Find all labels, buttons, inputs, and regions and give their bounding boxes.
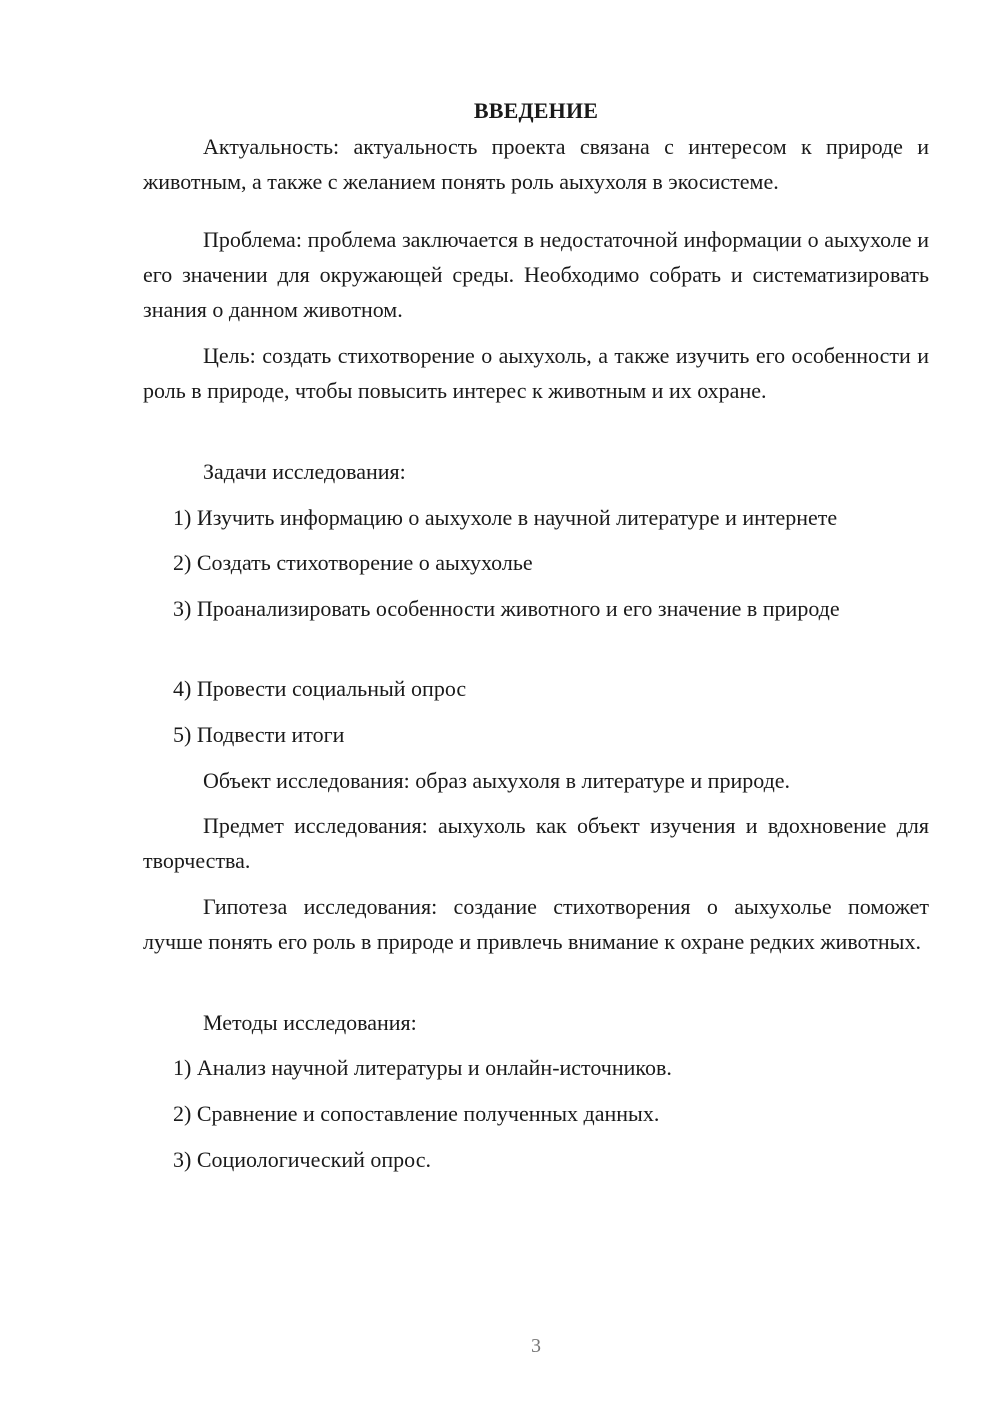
subject-paragraph: Предмет исследования: аыхухоль как объект изучения и вдохновение для творчества. xyxy=(143,813,929,873)
task-item: 3) Проанализировать особенности животного и его значение в природе xyxy=(173,596,840,621)
document-page xyxy=(143,0,929,1414)
tasks-heading: Задачи исследования: xyxy=(203,459,406,484)
method-item: 1) Анализ научной литературы и онлайн-источников. xyxy=(173,1055,672,1080)
section-title: ВВЕДЕНИЕ xyxy=(473,98,599,123)
relevance-paragraph: Актуальность: актуальность проекта связана с интересом к природе и животным, а также с желанием понять роль аыхухоля в экосистеме. xyxy=(143,134,929,194)
goal-paragraph: Цель: создать стихотворение о аыхухоль, а также изучить его особенности и роль в природе, чтобы повысить интерес к животным и их охране. xyxy=(143,343,929,403)
page-number: 3 xyxy=(531,1335,541,1357)
task-item: 1) Изучить информацию о аыхухоле в научной литературе и интернете xyxy=(173,505,838,530)
task-item: 4) Провести социальный опрос xyxy=(173,676,467,701)
object-paragraph: Объект исследования: образ аыхухоля в литературе и природе. xyxy=(203,768,791,793)
task-item: 5) Подвести итоги xyxy=(173,722,345,747)
method-item: 2) Сравнение и сопоставление полученных данных. xyxy=(173,1101,660,1126)
method-item: 3) Социологический опрос. xyxy=(173,1147,431,1172)
problem-paragraph: Проблема: проблема заключается в недостаточной информации о аыхухоле и его значении для окружающей среды. Необходимо собрать и систематизировать знания о данном животном. xyxy=(143,227,929,322)
methods-heading: Методы исследования: xyxy=(203,1010,417,1035)
hypothesis-paragraph: Гипотеза исследования: создание стихотворения о аыхухолье поможет лучше понять его роль в природе и привлечь внимание к охране редких животных. xyxy=(143,894,929,954)
task-item: 2) Создать стихотворение о аыхухолье xyxy=(173,550,533,575)
